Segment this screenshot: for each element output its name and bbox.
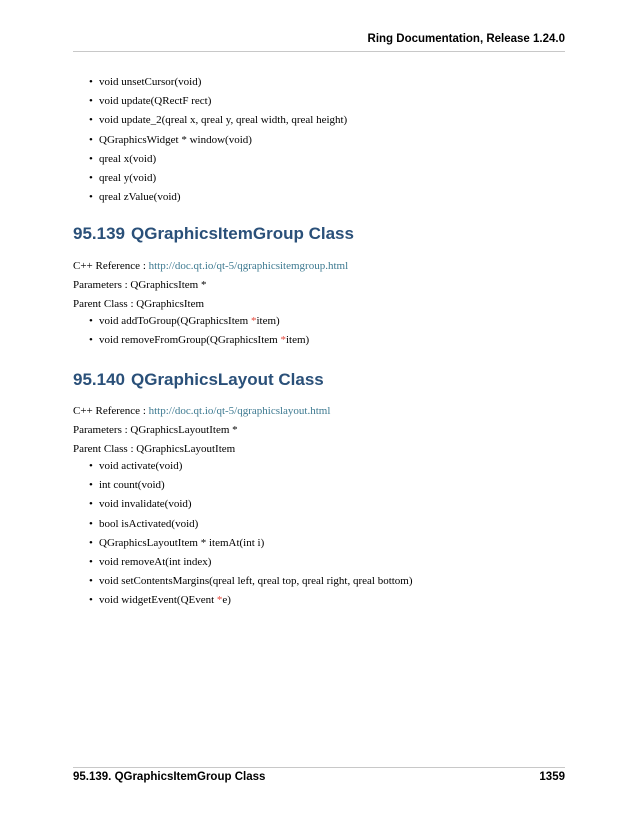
- list-item: • QGraphicsLayoutItem * itemAt(int i): [73, 534, 413, 553]
- list-item: • void removeAt(int index): [73, 553, 413, 572]
- page-header: [73, 33, 565, 52]
- method-list-qgraphicsitemgroup: [73, 312, 309, 350]
- parent-class-line: Parent Class : QGraphicsItem: [73, 298, 205, 310]
- section-number: 95.139: [73, 224, 125, 243]
- page-number: 1359: [539, 771, 565, 783]
- header-title: Ring Documentation, Release 1.24.0: [367, 33, 565, 45]
- list-item: • void invalidate(void): [73, 495, 413, 514]
- list-item: • void unsetCursor(void): [73, 73, 347, 92]
- list-item: • void addToGroup(QGraphicsItem *item): [73, 312, 309, 331]
- page-footer: [73, 767, 565, 783]
- list-item: • void setContentsMargins(qreal left, qreal top, qreal right, qreal bottom): [73, 572, 413, 591]
- list-item: • void widgetEvent(QEvent *e): [73, 591, 413, 610]
- section-title: QGraphicsItemGroup Class: [131, 224, 354, 243]
- parameters-line: Parameters : QGraphicsItem *: [73, 279, 207, 291]
- list-item: • bool isActivated(void): [73, 515, 413, 534]
- cpp-reference-label: C++ Reference :: [73, 260, 149, 272]
- cpp-reference-label: C++ Reference :: [73, 405, 149, 417]
- list-item: • void update(QRectF rect): [73, 92, 347, 111]
- section-title: QGraphicsLayout Class: [131, 370, 324, 389]
- list-item: • QGraphicsWidget * window(void): [73, 131, 347, 150]
- method-list-qgraphicslayout: [73, 457, 413, 611]
- cpp-reference-link[interactable]: http://doc.qt.io/qt-5/qgraphicslayout.html: [148, 405, 331, 417]
- list-item: • void update_2(qreal x, qreal y, qreal width, qreal height): [73, 111, 347, 130]
- list-item: • void activate(void): [73, 457, 413, 476]
- footer-section: 95.139. QGraphicsItemGroup Class: [73, 771, 266, 783]
- parameters-line: Parameters : QGraphicsLayoutItem *: [73, 424, 238, 436]
- cpp-reference: [73, 405, 330, 417]
- list-item: • qreal zValue(void): [73, 188, 347, 207]
- method-list-previous: [73, 73, 347, 207]
- section-number: 95.140: [73, 370, 125, 389]
- list-item: • qreal x(void): [73, 150, 347, 169]
- cpp-reference: [73, 260, 348, 272]
- list-item: • void removeFromGroup(QGraphicsItem *item): [73, 331, 309, 350]
- list-item: • qreal y(void): [73, 169, 347, 188]
- section-heading-qgraphicslayout: [73, 370, 324, 390]
- parent-class-line: Parent Class : QGraphicsLayoutItem: [73, 443, 236, 455]
- cpp-reference-link[interactable]: http://doc.qt.io/qt-5/qgraphicsitemgroup.html: [148, 260, 349, 272]
- list-item: • int count(void): [73, 476, 413, 495]
- section-heading-qgraphicsitemgroup: [73, 224, 354, 244]
